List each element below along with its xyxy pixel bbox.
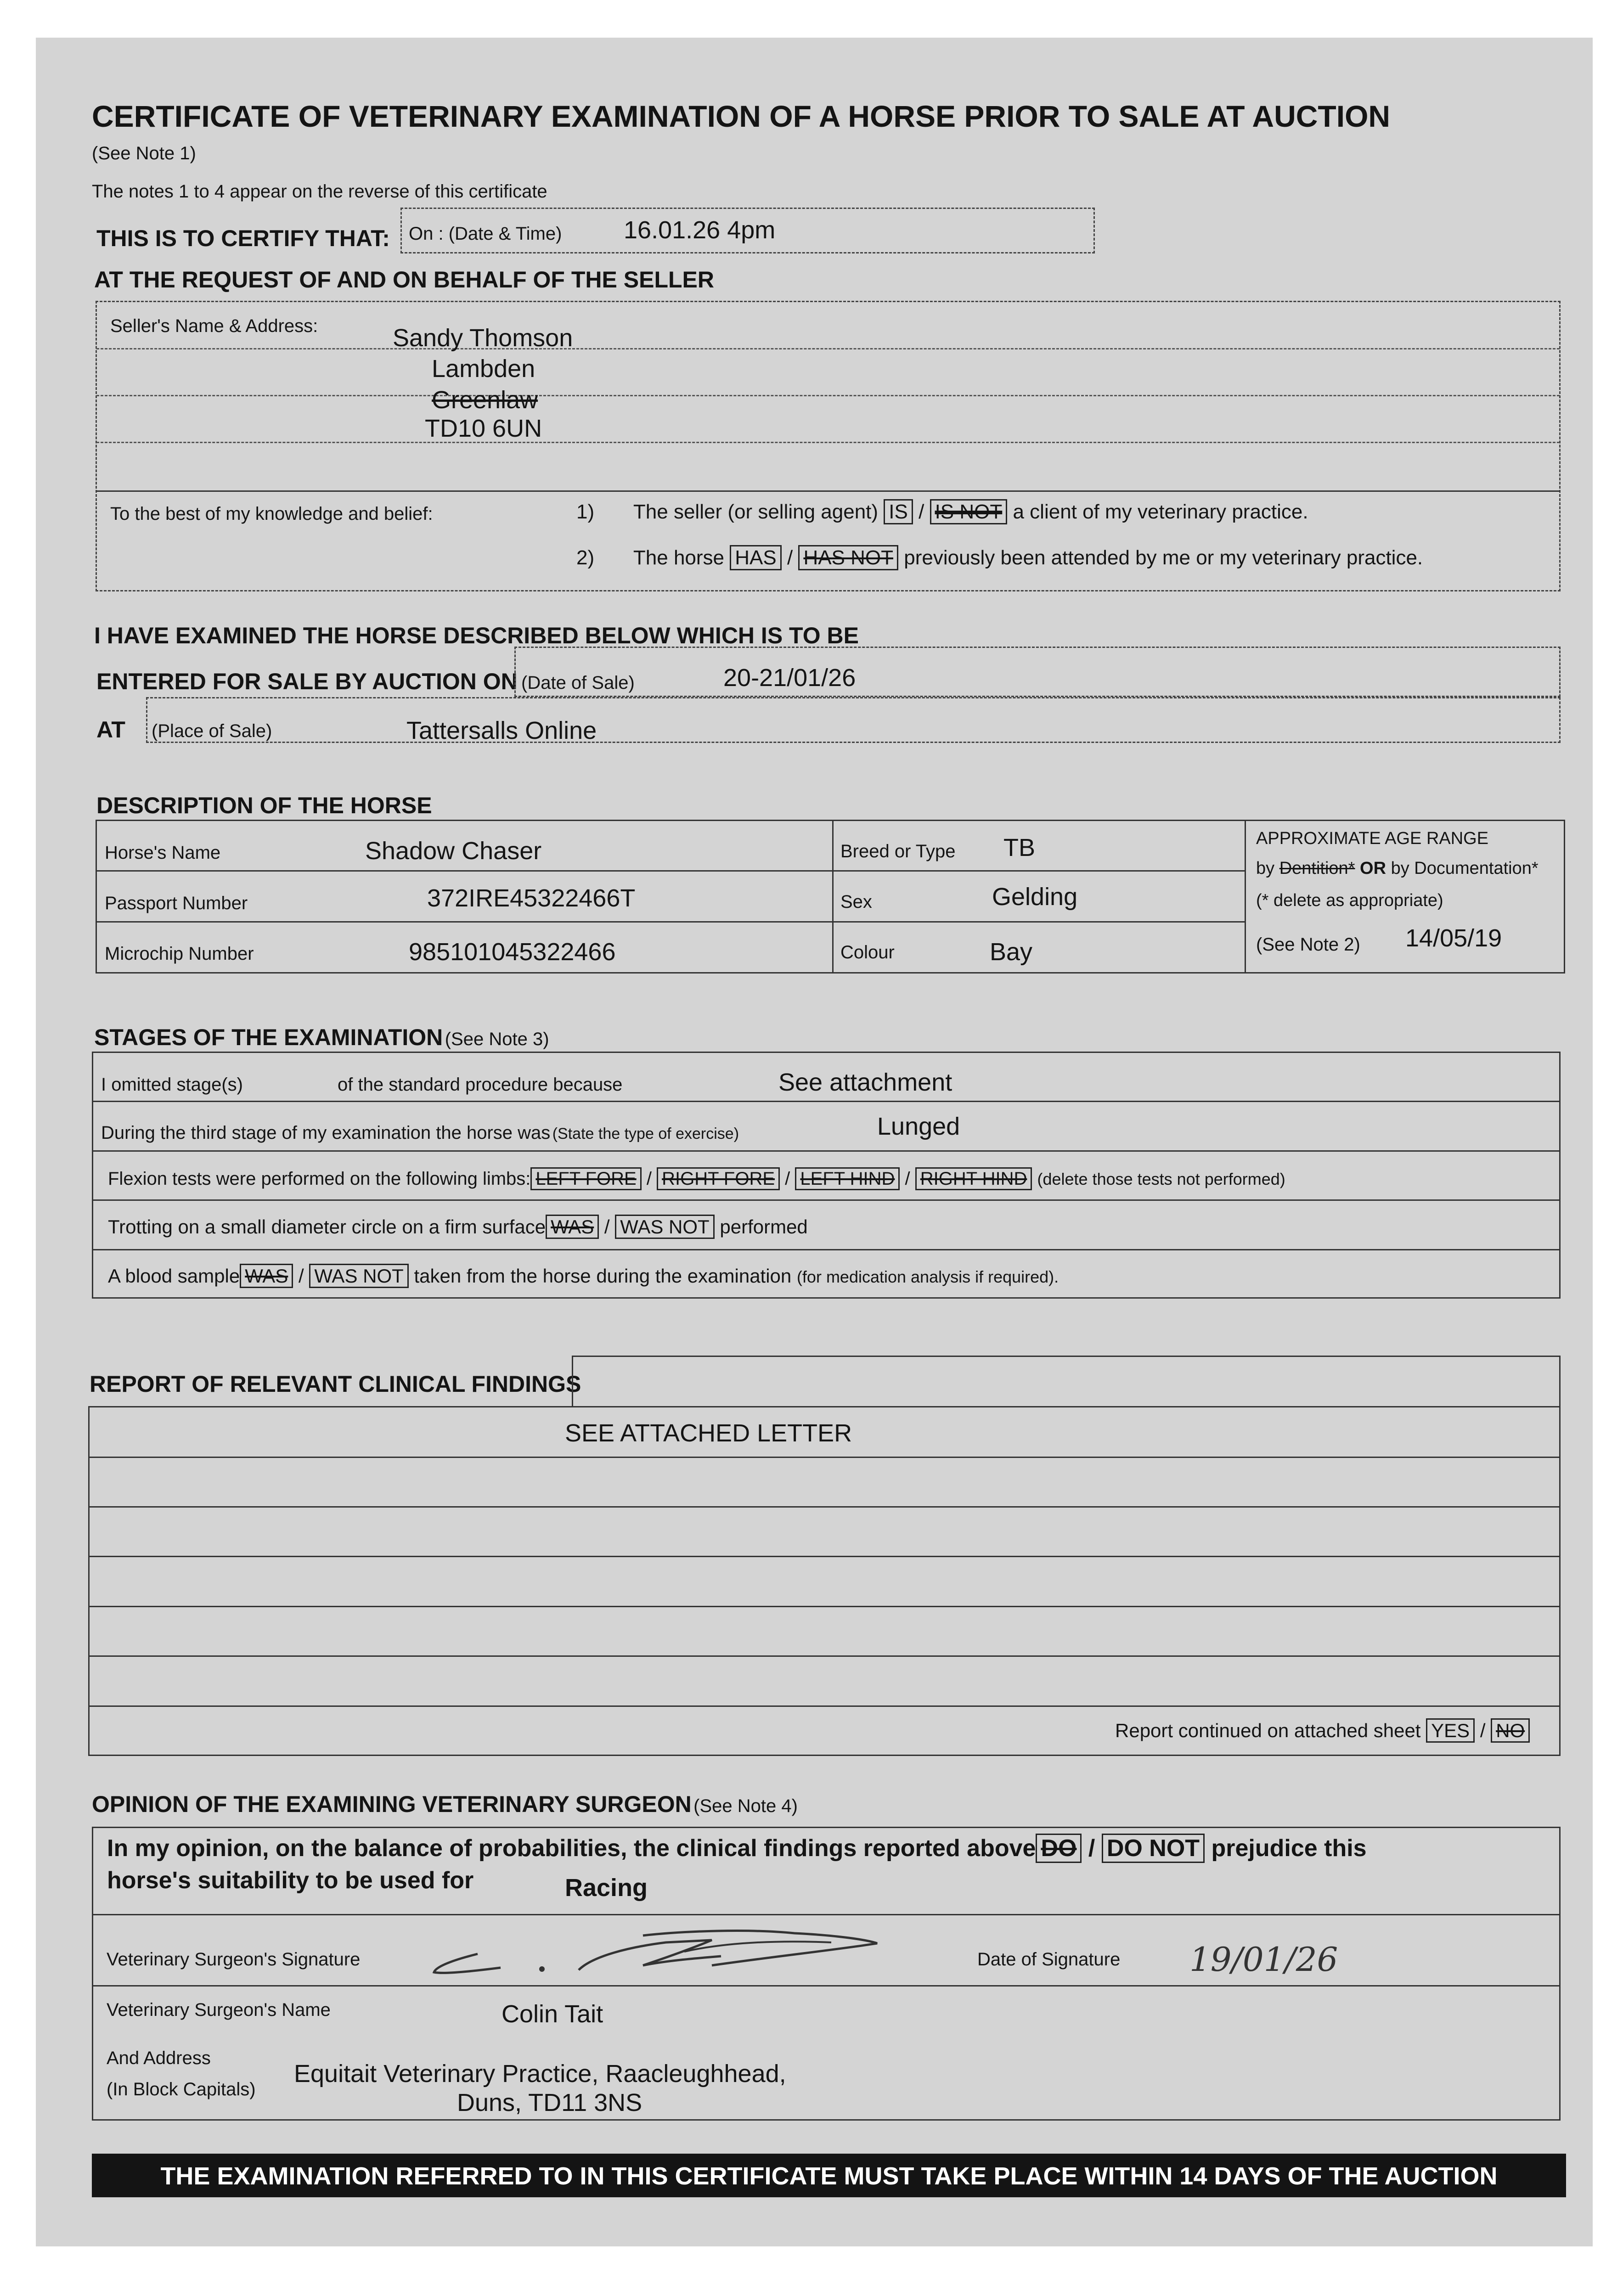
colour-value[interactable]: Bay <box>990 938 1033 966</box>
vet-name-label: Veterinary Surgeon's Name <box>107 2000 331 2020</box>
passport-number[interactable]: 372IRE45322466T <box>427 884 636 912</box>
breed-label: Breed or Type <box>840 841 956 861</box>
horse-heading: DESCRIPTION OF THE HORSE <box>96 793 432 818</box>
report-box <box>88 1406 1561 1756</box>
breed-value[interactable]: TB <box>1003 834 1036 861</box>
address-label-2: (In Block Capitals) <box>107 2079 256 2099</box>
age-delete-note: (* delete as appropriate) <box>1256 891 1443 910</box>
sale-place-box <box>146 697 1561 743</box>
trot-was-not[interactable]: WAS NOT <box>615 1215 714 1239</box>
vet-address-2[interactable]: Duns, TD11 3NS <box>457 2089 642 2116</box>
sale-place[interactable]: Tattersalls Online <box>406 717 597 744</box>
sale-date[interactable]: 20-21/01/26 <box>723 664 856 692</box>
certificate-title: CERTIFICATE OF VETERINARY EXAMINATION OF A HORSE PRIOR TO SALE AT AUCTION <box>92 99 1391 133</box>
opinion-text-1: In my opinion, on the balance of probabilities, the clinical findings reported above DO / DO NOT prejudice this <box>107 1835 1367 1862</box>
report-line-1[interactable]: SEE ATTACHED LETTER <box>565 1419 852 1447</box>
flex-left-fore[interactable]: LEFT FORE <box>530 1167 641 1190</box>
seller-heading: AT THE REQUEST OF AND ON BEHALF OF THE SELLER <box>94 267 714 293</box>
seller-address-3[interactable]: TD10 6UN <box>425 415 542 442</box>
flex-right-hind[interactable]: RIGHT HIND <box>915 1167 1032 1190</box>
flex-right-fore[interactable]: RIGHT FORE <box>657 1167 780 1190</box>
sale-heading-1: I HAVE EXAMINED THE HORSE DESCRIBED BELOW WHICH IS TO BE <box>94 623 859 648</box>
stages-heading: STAGES OF THE EXAMINATION (See Note 3) <box>94 1024 549 1050</box>
report-heading: REPORT OF RELEVANT CLINICAL FINDINGS <box>90 1371 581 1397</box>
opinion-do[interactable]: DO <box>1036 1834 1082 1863</box>
blood-was[interactable]: WAS <box>240 1264 293 1288</box>
signature-label: Veterinary Surgeon's Signature <box>107 1949 361 1970</box>
option-is[interactable]: IS <box>884 499 913 524</box>
age-by-line: by Dentition* OR by Documentation* <box>1256 859 1538 878</box>
flex-left-hind[interactable]: LEFT HIND <box>795 1167 900 1190</box>
vet-name[interactable]: Colin Tait <box>502 2000 603 2028</box>
seller-name[interactable]: Sandy Thomson <box>393 324 573 352</box>
microchip-number[interactable]: 985101045322466 <box>409 938 616 966</box>
horse-name-label: Horse's Name <box>105 843 221 863</box>
option-has-not[interactable]: HAS NOT <box>798 545 898 570</box>
trot-row: Trotting on a small diameter circle on a firm surface WAS / WAS NOT performed <box>108 1216 808 1238</box>
see-note-1: (See Note 1) <box>92 143 196 163</box>
third-stage-value[interactable]: Lunged <box>877 1113 960 1140</box>
sale-heading-2: ENTERED FOR SALE BY AUCTION ON <box>96 669 518 694</box>
footer-text: THE EXAMINATION REFERRED TO IN THIS CERTIFICATE MUST TAKE PLACE WITHIN 14 DAYS OF THE AUCTION <box>160 2162 1498 2190</box>
opinion-text-2: horse's suitability to be used for <box>107 1867 474 1894</box>
seller-address-1[interactable]: Lambden <box>432 355 535 383</box>
age-heading: APPROXIMATE AGE RANGE <box>1256 829 1489 848</box>
passport-label: Passport Number <box>105 893 248 913</box>
flexion-row: Flexion tests were performed on the following limbs: LEFT FORE / RIGHT FORE / LEFT HIND / RIGHT HIND (delete those tests not performed) <box>108 1169 1285 1189</box>
report-heading-box <box>572 1356 1561 1407</box>
sale-place-label: (Place of Sale) <box>152 721 272 741</box>
sex-value[interactable]: Gelding <box>992 883 1078 911</box>
age-dentition[interactable]: Dentition* <box>1279 859 1355 878</box>
age-note: (See Note 2) <box>1256 934 1360 955</box>
microchip-label: Microchip Number <box>105 944 254 964</box>
seller-name-label: Seller's Name & Address: <box>110 316 318 336</box>
sale-at-label: AT <box>96 717 125 743</box>
trot-was[interactable]: WAS <box>546 1215 599 1239</box>
seller-item-2: 2) The horse HAS / HAS NOT previously been attended by me or my veterinary practice. <box>576 546 1423 569</box>
blood-was-not[interactable]: WAS NOT <box>309 1264 408 1288</box>
age-documentation[interactable]: by Documentation* <box>1391 859 1538 878</box>
sale-date-box <box>514 647 1561 697</box>
certify-label: THIS IS TO CERTIFY THAT: <box>96 225 390 251</box>
seller-address-2[interactable]: Greenlaw <box>432 386 538 414</box>
colour-label: Colour <box>840 942 895 962</box>
vet-address-1[interactable]: Equitait Veterinary Practice, Raacleughhead, <box>294 2060 786 2088</box>
omitted-label: I omitted stage(s) <box>101 1075 243 1095</box>
continued-no[interactable]: NO <box>1491 1718 1530 1743</box>
date-of-signature[interactable]: 19/01/26 <box>1189 1940 1338 1979</box>
age-value[interactable]: 14/05/19 <box>1405 924 1502 952</box>
continued-yes[interactable]: YES <box>1426 1718 1475 1743</box>
certify-datetime[interactable]: 16.01.26 4pm <box>624 216 776 244</box>
omitted-value[interactable]: See attachment <box>778 1069 952 1096</box>
notes-line: The notes 1 to 4 appear on the reverse of this certificate <box>92 181 547 202</box>
seller-item-1: 1) The seller (or selling agent) IS / IS NOT a client of my veterinary practice. <box>576 501 1308 523</box>
horse-name[interactable]: Shadow Chaser <box>365 837 542 865</box>
omitted-because: of the standard procedure because <box>338 1075 623 1095</box>
option-is-not[interactable]: IS NOT <box>930 499 1008 524</box>
opinion-do-not[interactable]: DO NOT <box>1102 1834 1205 1863</box>
report-continued: Report continued on attached sheet YES / NO <box>1115 1720 1530 1742</box>
date-of-signature-label: Date of Signature <box>977 1949 1121 1970</box>
certify-on-label: On : (Date & Time) <box>409 224 562 244</box>
signature-image[interactable] <box>427 1915 886 1984</box>
opinion-purpose[interactable]: Racing <box>565 1874 648 1902</box>
sex-label: Sex <box>840 892 872 912</box>
belief-label: To the best of my knowledge and belief: <box>110 504 433 524</box>
opinion-heading: OPINION OF THE EXAMINING VETERINARY SURGEON (See Note 4) <box>92 1791 798 1817</box>
option-has[interactable]: HAS <box>730 545 781 570</box>
sale-date-label: (Date of Sale) <box>521 673 635 693</box>
blood-row: A blood sample WAS / WAS NOT taken from the horse during the examination (for medication analysis if required). <box>108 1265 1059 1287</box>
third-stage-label: During the third stage of my examination the horse was (State the type of exercise) <box>101 1123 739 1143</box>
address-label-1: And Address <box>107 2048 211 2068</box>
